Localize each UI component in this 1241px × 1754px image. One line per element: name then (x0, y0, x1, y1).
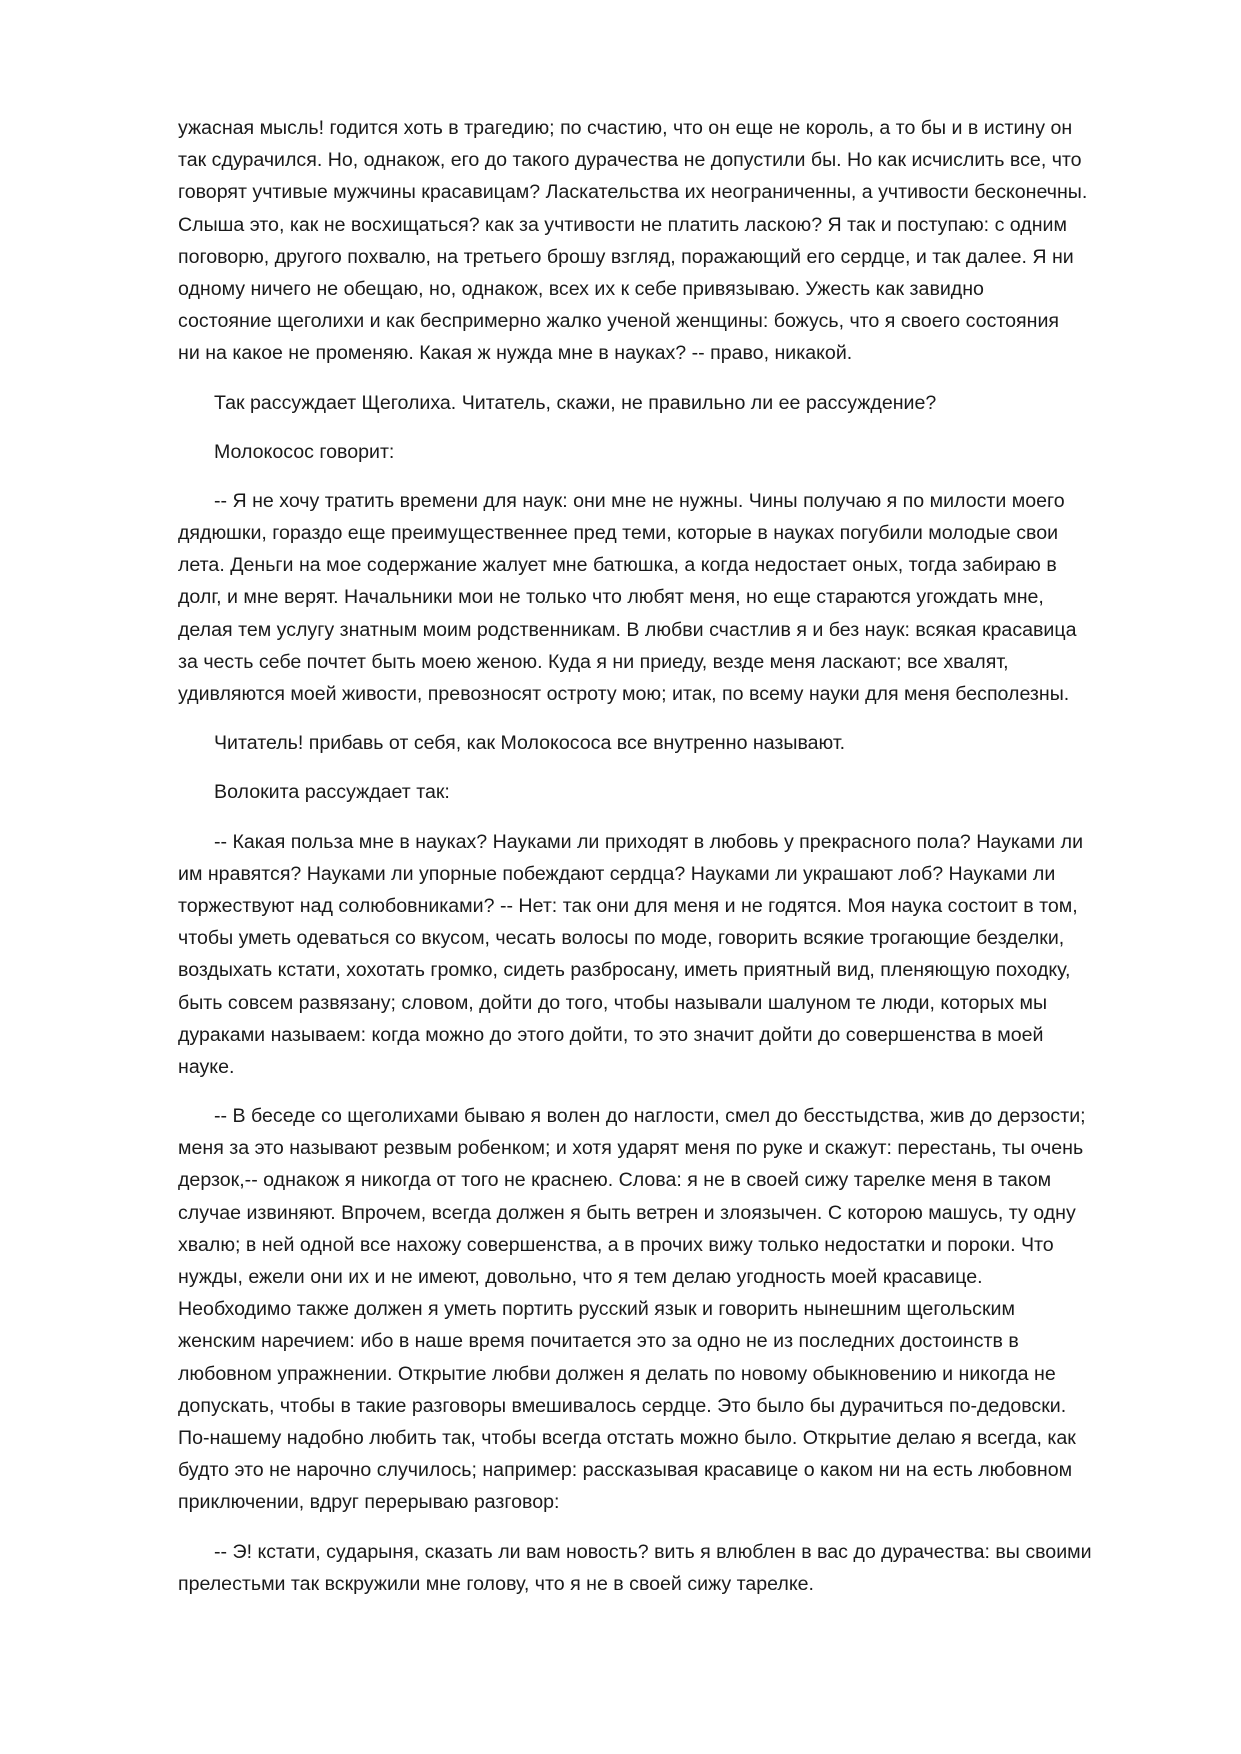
text-line: чтобы уметь одеваться со вкусом, чесать волосы по моде, говорить всякие трогающие безделки, (178, 927, 1065, 950)
text-line: Волокита рассуждает так: (214, 781, 450, 804)
text-line: -- В беседе со щеголихами бываю я волен до наглости, смел до бесстыдства, жив до дерзости; (214, 1105, 1086, 1128)
text-line: им нравятся? Науками ли упорные побеждают сердца? Науками ли украшают лоб? Науками ли (178, 862, 1056, 885)
paragraph (178, 387, 1178, 419)
text-line: долг, и мне верят. Начальники мои не только что любят меня, но еще стараются угождать мне, (178, 586, 1044, 609)
text-line: Необходимо также должен я уметь портить русский язык и говорить нынешним щегольским (178, 1298, 1015, 1321)
text-line: говорят учтивые мужчины красавицам? Ласкательства их неограниченны, а учтивости бесконечны. (178, 181, 1088, 204)
paragraph (178, 1100, 1178, 1518)
text-line: случае извиняют. Впрочем, всегда должен я быть ветрен и злоязычен. С которою машусь, ту одну (178, 1201, 1076, 1224)
text-line: поговорю, другого похвалю, на третьего брошу взгляд, поражающий его сердце, и так далее. Я ни (178, 245, 1074, 268)
text-line: -- Э! кстати, сударыня, сказать ли вам новость? вить я влюблен в вас до дурачества: вы своими (214, 1540, 1092, 1563)
text-line: ужасная мысль! годится хоть в трагедию; по счастию, что он еще не король, а то бы и в истину он (178, 117, 1073, 139)
text-line: лета. Деньги на мое содержание жалует мне батюшка, а когда недостает оных, тогда забираю в (178, 554, 1057, 577)
text-line: приключении, вдруг перерываю разговор: (178, 1491, 560, 1514)
text-line: науке. (178, 1055, 235, 1078)
text-line: дураками называем: когда можно до этого дойти, то это значит дойти до совершенства в моей (178, 1023, 1044, 1046)
paragraph (178, 727, 1178, 759)
text-line: торжествуют над солюбовниками? -- Нет: так они для меня и не годятся. Моя наука состоит в том, (178, 894, 1078, 917)
paragraph (178, 112, 1178, 370)
text-line: быть совсем развязану; словом, дойти до того, чтобы называли шалуном те люди, которых мы (178, 991, 1048, 1014)
text-line: меня за это называют резвым робенком; и хотя ударят меня по руке и скажут: перестань, ты очень (178, 1137, 1084, 1160)
text-line: Так рассуждает Щеголиха. Читатель, скажи, не правильно ли ее рассуждение? (214, 391, 937, 414)
text-line: дядюшки, гораздо еще преимущественнее пред теми, которые в науках погубили молодые свои (178, 522, 1059, 545)
text-line: нужды, ежели они их и не имеют, довольно, что я тем делаю угодность моей красавице. (178, 1266, 983, 1288)
text-line: допускать, чтобы в такие разговоры вмешивалось сердце. Это было бы дурачиться по-дедовски. (178, 1394, 1067, 1417)
text-line: делая тем услугу знатным моим родственникам. В любви счастлив я и без наук: всякая красавица (178, 618, 1077, 641)
text-line: воздыхать кстати, хохотать громко, сидеть разбросану, иметь приятный вид, пленяющую походку, (178, 959, 1071, 982)
text-line: прелестьми так вскружили мне голову, что я не в своей сижу тарелке. (178, 1572, 814, 1595)
paragraph (178, 1536, 1178, 1600)
text-line: за честь себе почтет быть моею женою. Куда я ни приеду, везде меня ласкают; все хвалят, (178, 650, 1009, 673)
text-line: одному ничего не обещаю, но, однакож, всех их к себе привязываю. Ужесть как завидно (178, 277, 984, 300)
paragraph (178, 826, 1178, 1084)
text-line: любовном упражнении. Открытие любви должен я делать по новому обыкновению и никогда не (178, 1362, 1056, 1385)
text-line: -- Какая польза мне в науках? Науками ли приходят в любовь у прекрасного пола? Науками ли (214, 830, 1084, 853)
text-line: будто это не нарочно случилось; например: рассказывая красавице о каком ни на есть любовном (178, 1459, 1073, 1482)
text-line: женским наречием: ибо в наше время почитается это за одно не из последних достоинств в (178, 1330, 1019, 1353)
paragraph (178, 485, 1178, 710)
text-line: Молокосос говорит: (214, 440, 395, 463)
text-line: Слыша это, как не восхищаться? как за учтивости не платить ласкою? Я так и поступаю: с одним (178, 213, 1067, 236)
text-line: удивляются моей живости, превозносят остроту мою; итак, по всему науки для меня бесполезны. (178, 683, 1070, 705)
text-line: дерзок,-- однакож я никогда от того не краснею. Слова: я не в своей сижу тарелке меня в таком (178, 1169, 1052, 1192)
text-line: По-нашему надобно любить так, чтобы всегда отстать можно было. Открытие делаю я всегда, как (178, 1426, 1076, 1449)
paragraph (178, 776, 1178, 808)
text-line: -- Я не хочу тратить времени для наук: они мне не нужны. Чины получаю я по милости моего (214, 489, 1065, 512)
text-line: так сдурачился. Но, однакож, его до такого дурачества не допустили бы. Но как исчислить все, что (178, 149, 1082, 172)
text-line: хвалю; в ней одной все нахожу совершенства, а в прочих вижу только недостатки и пороки. Что (178, 1233, 1054, 1256)
text-line: ни на какое не променяю. Какая ж нужда мне в науках? -- право, никакой. (178, 342, 853, 365)
text-body (178, 112, 1178, 1600)
paragraph (178, 436, 1178, 468)
text-line: Читатель! прибавь от себя, как Молокососа все внутренно называют. (214, 732, 846, 755)
text-line: состояние щеголихи и как беспримерно жалко ученой женщины: божусь, что я своего состояния (178, 310, 1060, 333)
